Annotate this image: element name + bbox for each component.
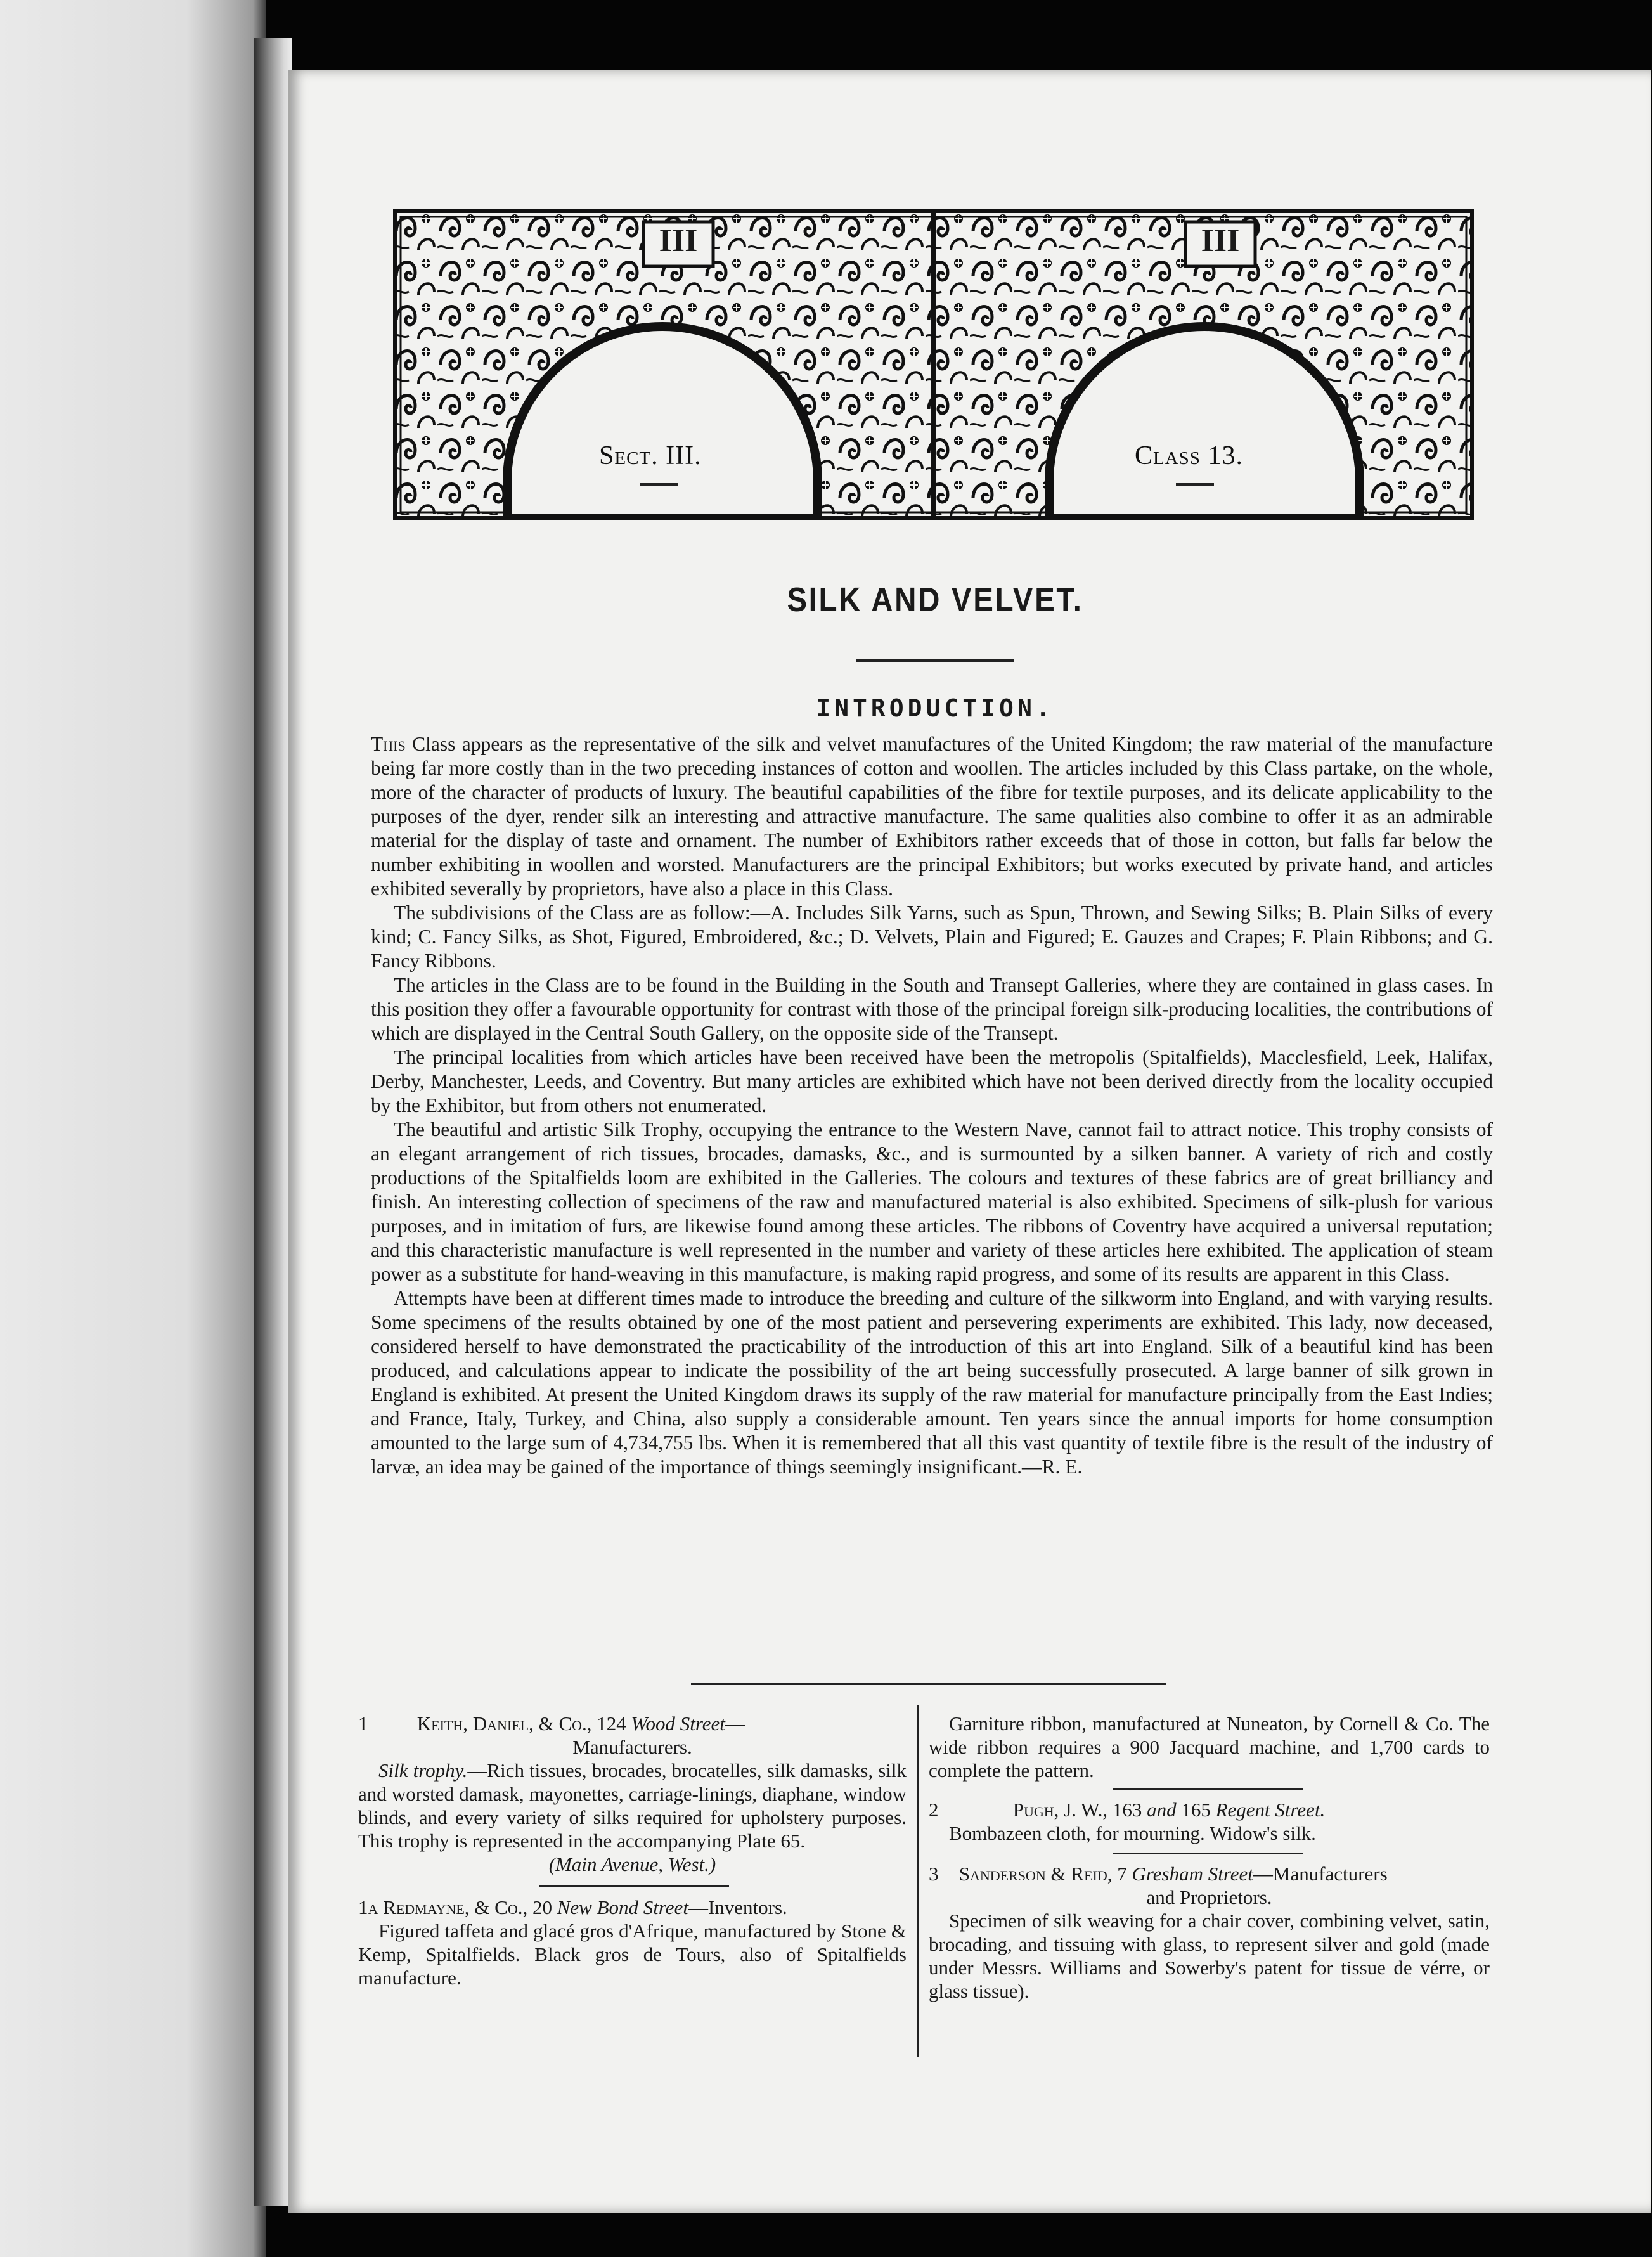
class-prefix: Class [1135,441,1201,470]
column-divider [917,1705,919,2057]
entry-description: Bombazeen cloth, for mourning. Widow's silk. [949,1822,1316,1844]
page-title: SILK AND VELVET. [787,581,1083,619]
entry-heading [929,1862,1490,1885]
class-label [1135,441,1243,471]
entry-number: 3 [929,1863,939,1885]
intro-paragraph [371,732,1493,901]
exhibitor-role: and Proprietors. [1146,1886,1272,1908]
item-description: —Rich tissues, brocades, brocatelles, silk damasks, silk and worsted damask, mayonettes, carriage-linings, diaphane, window blinds, and every variety of silks required for upholstery purposes. This trophy is represented in the accompanying Plate 65. [358,1759,907,1852]
section-label [599,441,702,471]
left-page-edge [0,0,266,2257]
intro-paragraph: The articles in the Class are to be found in the Building in the South and Transept Galleries, where they are contained in glass cases. In this position they offer a favourable opportunity for contrast with those of the principal foreign silk-producing localities, the contributions of which are displayed in the Central South Gallery, on the opposite side of the Transept. [371,974,1494,1044]
street-name: New Bond Street [557,1896,688,1918]
street-name: Wood Street [631,1712,725,1735]
introduction-heading: INTRODUCTION. [816,694,1054,722]
address-suffix: —Inventors. [688,1896,787,1918]
intro-paragraph: Attempts have been at different times made to introduce the breeding and culture of the silkworm into England, and with varying results. Some specimens of the results obtained by one of the most patient and persevering experiments are exhibited. This lady, now deceased, considered herself to have demonstrated the practicability of the introduction of this art into England. Silk of a beautiful kind has been produced, and calculations appear to indicate the possibility of the art being successfully prosecuted. A large banner of silk grown in England is exhibited. At present the United Kingdom draws its supply of the raw material for manufacture principally from the East Indies; and France, Italy, Turkey, and China, also supply a considerable amount. Ten years since the annual imports for home consumption amounted to the large sum of 4,734,755 lbs. When it is remembered that all this vast quantity of textile fibre is the result of the industry of larvæ, an idea may be gained of the importance of things seemingly insignificant.—R. E. [371,1287,1493,1478]
intro-lead-word: This [371,733,406,755]
entry-divider [539,1885,729,1887]
intro-paragraph: The principal localities from which articles have been received have been the metropolis (Spitalfields), Macclesfield, Leek, Halifax, Derby, Manchester, Leeds, and Coventry. But many articles are exhibited which have not been derived directly from the locality occupied by the Exhibitor, but from others not enumerated. [371,1046,1493,1116]
entry-divider [1113,1788,1303,1790]
exhibitor-name: Redmayne, & Co., [383,1896,528,1918]
section-underline [640,483,678,486]
entry-continuation: Garniture ribbon, manufactured at Nuneaton, by Cornell & Co. The wide ribbon requires a 900 Jacquard machine, and 1,700 cards to complete the pattern. [929,1712,1490,1782]
entry-divider [1113,1853,1303,1854]
address-conjunction: and [1147,1799,1177,1821]
section-divider [691,1683,1166,1685]
intro-paragraph: The beautiful and artistic Silk Trophy, occupying the entrance to the Western Nave, cannot fail to attract notice. This trophy consists of an elegant arrangement of rich tissues, brocades, damasks, &c., and is surmounted by a silken banner. A variety of rich and costly productions of the Spitalfields loom are exhibited in the Galleries. The colours and textures of these fabrics are of great brilliancy and finish. An interesting collection of specimens of the raw and manufactured material is also exhibited. Specimens of silk-plush for various purposes, and in imitation of furs, are likewise found among these articles. The ribbons of Coventry have acquired a universal reputation; and this characteristic manufacture is well represented in the number and variety of these articles here exhibited. The application of steam power as a substitute for hand-weaving in this manufacture, is making rapid progress, and some of its results are apparent in this Class. [371,1118,1493,1285]
ironwork-ornament-icon [393,209,1474,520]
class-underline [1176,483,1214,486]
address-suffix: — [725,1712,745,1735]
address-number: 124 [591,1712,631,1735]
section-prefix: Sect. [599,441,659,470]
exhibitor-name: Pugh, J. W., [1012,1799,1108,1821]
exhibitor-name: Keith, Daniel, & Co., [416,1712,592,1735]
entry-heading [929,1798,1490,1821]
introduction-body [371,732,1493,1479]
class-number: 13. [1208,441,1243,470]
entry-location: (Main Avenue, West.) [548,1853,716,1875]
address-suffix: —Manufacturers [1253,1863,1388,1885]
street-name: Gresham Street [1132,1863,1253,1885]
monogram-right: III [1201,223,1240,259]
book-spine [254,38,292,2206]
intro-paragraph: The subdivisions of the Class are as follow:—A. Includes Silk Yarns, such as Spun, Thrown, and Sewing Silks; B. Plain Silks of every kind; C. Fancy Silks, as Shot, Figured, Embroidered, &c.; D. Velvets, Plain and Figured; E. Gauzes and Crapes; F. Plain Ribbons; and G. Fancy Ribbons. [371,902,1493,972]
entry-number: 1 [358,1712,368,1735]
exhibitor-role: Manufacturers. [572,1736,692,1758]
entry-description [358,1759,907,1853]
entry-description: Specimen of silk weaving for a chair cover, combining velvet, satin, brocading, and tissuing with glass, to represent silver and gold (made under Messrs. Williams and Sowerby's patent for tissue de vérre, or glass tissue). [929,1910,1490,2002]
address-number: 7 [1112,1863,1132,1885]
section-number: III. [666,441,702,470]
title-rule [856,659,1014,662]
left-column [358,1712,907,1989]
intro-text: Class appears as the representative of the silk and velvet manufactures of the United Kingdom; the raw material of the manufacture being far more costly than in the two preceding instances of cotton and woollen. The articles included by this Class partake, on the whole, more of the character of products of luxury. The beautiful capabilities of the fibre for textile purposes, and its delicate applicability to the purposes of the dyer, render silk an interesting and attractive manufacture. The same qualities also combine to offer it as an admirable material for the display of taste and ornament. The number of Exhibitors rather exceeds that of those in cotton, but falls far below the number exhibiting in woollen and worsted. Manufacturers are the principal Exhibitors; but works executed by private hand, and articles exhibited severally by proprietors, have also a place in this Class. [371,733,1493,900]
monogram-left: III [659,223,698,259]
item-title: Silk trophy. [378,1759,468,1782]
right-column [929,1712,1490,2003]
entry-description: Figured taffeta and glacé gros d'Afrique, manufactured by Stone & Kemp, Spitalfields. Black gros de Tours, also of Spitalfields manufacture. [358,1920,907,1989]
entry-heading [358,1712,907,1735]
address-number: 20 [527,1896,557,1918]
address-number: 163 [1107,1799,1147,1821]
address-number: 165 [1176,1799,1216,1821]
entry-number: 1a [358,1896,378,1918]
exhibitor-name: Sanderson & Reid, [958,1863,1113,1885]
ornamental-header-banner [393,209,1474,520]
entry-heading [358,1896,907,1919]
street-name: Regent Street. [1215,1799,1326,1821]
entry-number: 2 [929,1799,939,1821]
